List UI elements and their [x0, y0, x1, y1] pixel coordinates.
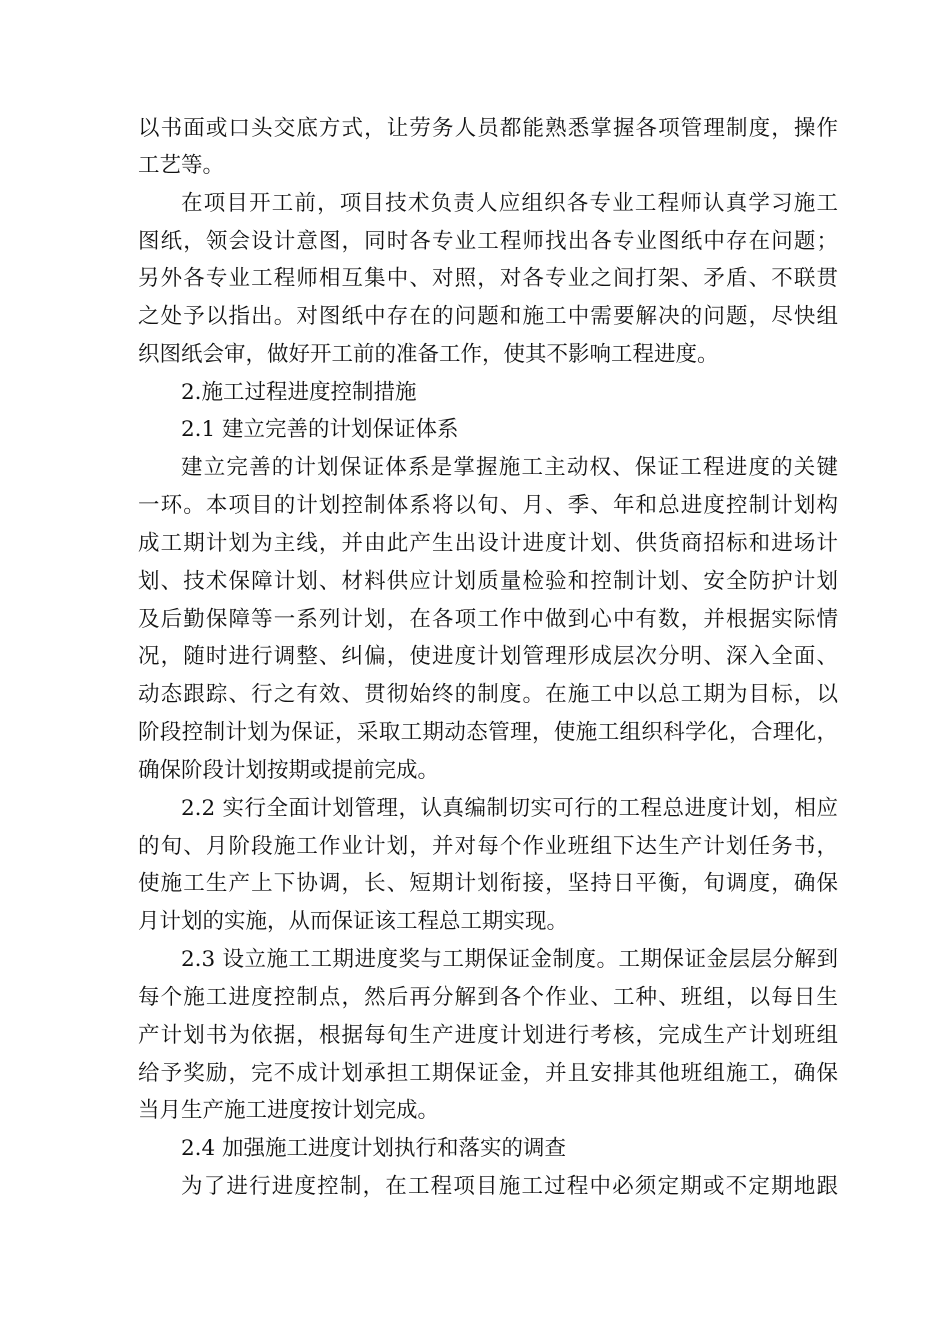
text-line: 及后勤保障等一系列计划，在各项工作中做到心中有数，并根据实际情 — [138, 607, 838, 632]
text-line: 在项目开工前，项目技术负责人应组织各专业工程师认真学习施工 — [181, 191, 838, 216]
text-line: 产计划书为依据，根据每旬生产进度计划进行考核，完成生产计划班组 — [138, 1023, 838, 1048]
text-line: 的旬、月阶段施工作业计划，并对每个作业班组下达生产计划任务书， — [138, 834, 838, 859]
text-line: 工艺等。 — [138, 153, 225, 178]
text-line: 使施工生产上下协调，长、短期计划衔接，坚持日平衡，旬调度，确保 — [138, 871, 838, 896]
text-line: 月计划的实施，从而保证该工程总工期实现。 — [138, 909, 569, 934]
text-line: 当月生产施工进度按计划完成。 — [138, 1098, 440, 1123]
text-line: 图纸，领会设计意图，同时各专业工程师找出各专业图纸中存在问题； — [138, 229, 838, 254]
text-line: 况，随时进行调整、纠偏，使进度计划管理形成层次分明、深入全面、 — [138, 644, 838, 669]
text-line: 另外各专业工程师相互集中、对照，对各专业之间打架、矛盾、不联贯 — [138, 266, 838, 291]
subsection-heading: 2.1 建立完善的计划保证体系 — [181, 417, 459, 442]
text-line: 之处予以指出。对图纸中存在的问题和施工中需要解决的问题，尽快组 — [138, 304, 838, 329]
text-line: 动态跟踪、行之有效、贯彻始终的制度。在施工中以总工期为目标，以 — [138, 682, 838, 707]
text-line: 每个施工进度控制点，然后再分解到各个作业、工种、班组，以每日生 — [138, 985, 838, 1010]
text-line: 成工期计划为主线，并由此产生出设计进度计划、供货商招标和进场计 — [138, 531, 838, 556]
text-line: 为了进行进度控制，在工程项目施工过程中必须定期或不定期地跟 — [181, 1174, 838, 1199]
text-line: 划、技术保障计划、材料供应计划质量检验和控制计划、安全防护计划 — [138, 569, 838, 594]
text-line: 2.3 设立施工工期进度奖与工期保证金制度。工期保证金层层分解到 — [181, 947, 838, 972]
text-line: 建立完善的计划保证体系是掌握施工主动权、保证工程进度的关键 — [181, 455, 838, 480]
text-line: 织图纸会审，做好开工前的准备工作，使其不影响工程进度。 — [138, 342, 719, 367]
subsection-heading: 2.4 加强施工进度计划执行和落实的调查 — [181, 1136, 567, 1161]
text-line: 给予奖励，完不成计划承担工期保证金，并且安排其他班组施工，确保 — [138, 1061, 838, 1086]
text-line: 确保阶段计划按期或提前完成。 — [138, 758, 440, 783]
section-heading: 2.施工过程进度控制措施 — [181, 380, 417, 405]
text-line: 2.2 实行全面计划管理，认真编制切实可行的工程总进度计划，相应 — [181, 796, 838, 821]
text-line: 一环。本项目的计划控制体系将以旬、月、季、年和总进度控制计划构 — [138, 493, 838, 518]
text-line: 阶段控制计划为保证，采取工期动态管理，使施工组织科学化，合理化， — [138, 720, 838, 745]
text-line: 以书面或口头交底方式，让劳务人员都能熟悉掌握各项管理制度，操作 — [138, 116, 838, 141]
